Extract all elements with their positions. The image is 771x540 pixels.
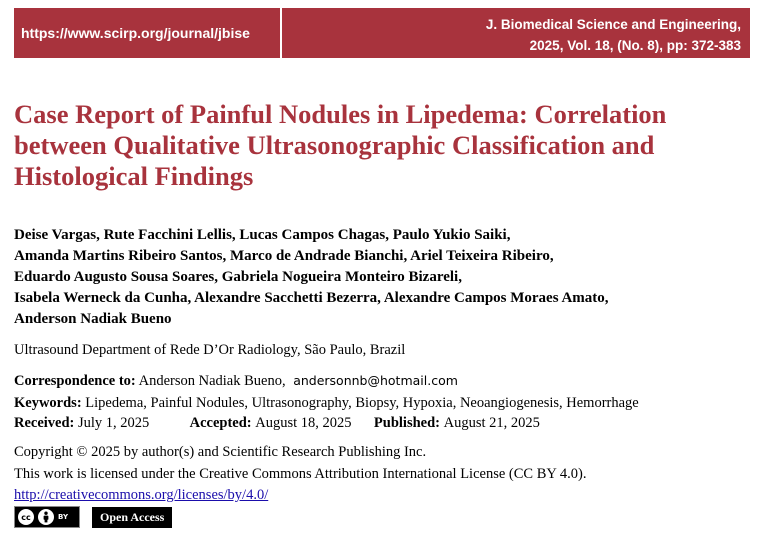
received-label: Received: — [14, 415, 75, 431]
author-line: Deise Vargas, Rute Facchini Lellis, Lucas Campos Chagas, Paulo Yukio Saiki, — [14, 227, 511, 243]
received-date: July 1, 2025 — [78, 415, 150, 431]
published-date: August 21, 2025 — [443, 415, 540, 431]
article-title: Case Report of Painful Nodules in Lipedema: Correlation between Qualitative Ultrasonographic Classification and Histological Findings — [14, 99, 667, 191]
published-label: Published: — [373, 415, 440, 431]
keywords-label: Keywords: — [14, 395, 82, 411]
correspondence — [14, 373, 458, 390]
author-line: Eduardo Augusto Sousa Soares, Gabriela Nogueira Monteiro Bizareli, — [14, 269, 462, 285]
journal-citation — [282, 8, 750, 58]
keywords — [14, 395, 639, 412]
copyright: Copyright © 2025 by author(s) and Scientific Research Publishing Inc. — [14, 444, 427, 460]
correspondence-label: Correspondence to: — [14, 373, 136, 389]
open-access-badge[interactable]: Open Access — [92, 507, 172, 528]
license-text: This work is licensed under the Creative Commons Attribution International License (CC BY 4.0). — [14, 466, 587, 482]
correspondence-email[interactable]: andersonnb@hotmail.com — [293, 373, 458, 388]
cc-icon: cc — [18, 509, 34, 525]
attribution-person-icon — [38, 509, 54, 525]
author-line: Amanda Martins Ribeiro Santos, Marco de Andrade Bianchi, Ariel Teixeira Ribeiro, — [14, 248, 554, 264]
license-link-row — [14, 487, 268, 504]
license-link[interactable]: http://creativecommons.org/licenses/by/4.0/ — [14, 487, 269, 503]
accepted-label: Accepted: — [189, 415, 252, 431]
license-badges — [14, 506, 172, 528]
journal-header — [14, 8, 750, 58]
journal-citation-line1: J. Biomedical Science and Engineering, — [485, 17, 741, 32]
author-line: Isabela Werneck da Cunha, Alexandre Sacchetti Bezerra, Alexandre Campos Moraes Amato, — [14, 290, 609, 306]
author-list — [14, 225, 754, 330]
journal-url[interactable]: https://www.scirp.org/journal/jbise — [14, 8, 280, 58]
keywords-value: Lipedema, Painful Nodules, Ultrasonography, Biopsy, Hypoxia, Neoangiogenesis, Hemorrhage — [85, 395, 639, 411]
cc-by-badge[interactable] — [14, 506, 80, 528]
affiliation: Ultrasound Department of Rede D’Or Radiology, São Paulo, Brazil — [14, 342, 406, 358]
accepted-date: August 18, 2025 — [255, 415, 352, 431]
person-glyph — [41, 511, 51, 523]
dates — [14, 415, 540, 432]
by-label: BY — [58, 513, 69, 521]
journal-citation-line2: 2025, Vol. 18, (No. 8), pp: 372-383 — [529, 38, 741, 53]
correspondence-name: Anderson Nadiak Bueno, — [138, 373, 286, 389]
author-line: Anderson Nadiak Bueno — [14, 311, 172, 327]
